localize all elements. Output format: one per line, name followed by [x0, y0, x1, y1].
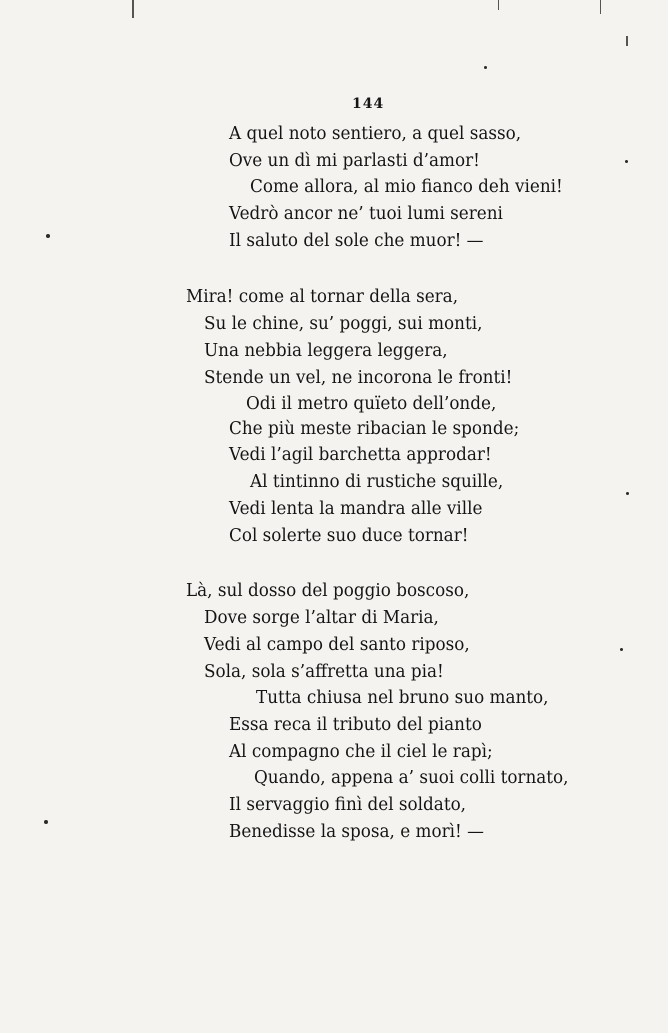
verse-line: Benedisse la sposa, e morì! —: [229, 822, 484, 842]
verse-line: Essa reca il tributo del pianto: [229, 715, 482, 735]
verse-line: Vedi lenta la mandra alle ville: [229, 499, 483, 519]
verse-line: Mira! come al tornar della sera,: [186, 287, 459, 307]
verse-line: Come allora, al mio fianco deh vieni!: [250, 177, 563, 197]
verse-line: Su le chine, su’ poggi, sui monti,: [204, 314, 483, 334]
edge-mark: [626, 36, 628, 46]
edge-mark: [600, 0, 601, 14]
verse-line: Quando, appena a’ suoi colli tornato,: [254, 768, 569, 788]
page-number: 144: [352, 96, 385, 112]
edge-mark: [132, 0, 134, 18]
scan-speck: [625, 160, 628, 163]
verse-line: A quel noto sentiero, a quel sasso,: [229, 124, 522, 144]
verse-line: Al tintinno di rustiche squille,: [250, 472, 504, 492]
scan-speck: [484, 66, 487, 69]
verse-line: Vedrò ancor ne’ tuoi lumi sereni: [229, 204, 503, 224]
verse-line: Tutta chiusa nel bruno suo manto,: [256, 688, 549, 708]
verse-line: Al compagno che il ciel le rapì;: [229, 742, 493, 762]
verse-line: Col solerte suo duce tornar!: [229, 526, 469, 546]
verse-line: Il servaggio finì del soldato,: [229, 795, 467, 815]
verse-line: Il saluto del sole che muor! —: [229, 231, 484, 251]
verse-line: Una nebbia leggera leggera,: [204, 341, 448, 361]
scan-speck: [46, 234, 50, 238]
verse-line: Vedi al campo del santo riposo,: [204, 635, 470, 655]
verse-line: Là, sul dosso del poggio boscoso,: [186, 581, 470, 601]
verse-line: Ove un dì mi parlasti d’amor!: [229, 151, 480, 171]
verse-line: Odi il metro quïeto dell’onde,: [246, 394, 497, 414]
scan-speck: [620, 648, 623, 651]
verse-line: Stende un vel, ne incorona le fronti!: [204, 368, 513, 388]
verse-line: Dove sorge l’altar di Maria,: [204, 608, 439, 628]
verse-line: Vedi l’agil barchetta approdar!: [229, 445, 492, 465]
verse-line: Sola, sola s’affretta una pia!: [204, 662, 444, 682]
scan-speck: [626, 492, 629, 495]
verse-line: Che più meste ribacian le sponde;: [229, 419, 520, 439]
scan-speck: [44, 820, 48, 824]
edge-mark: [498, 0, 499, 10]
